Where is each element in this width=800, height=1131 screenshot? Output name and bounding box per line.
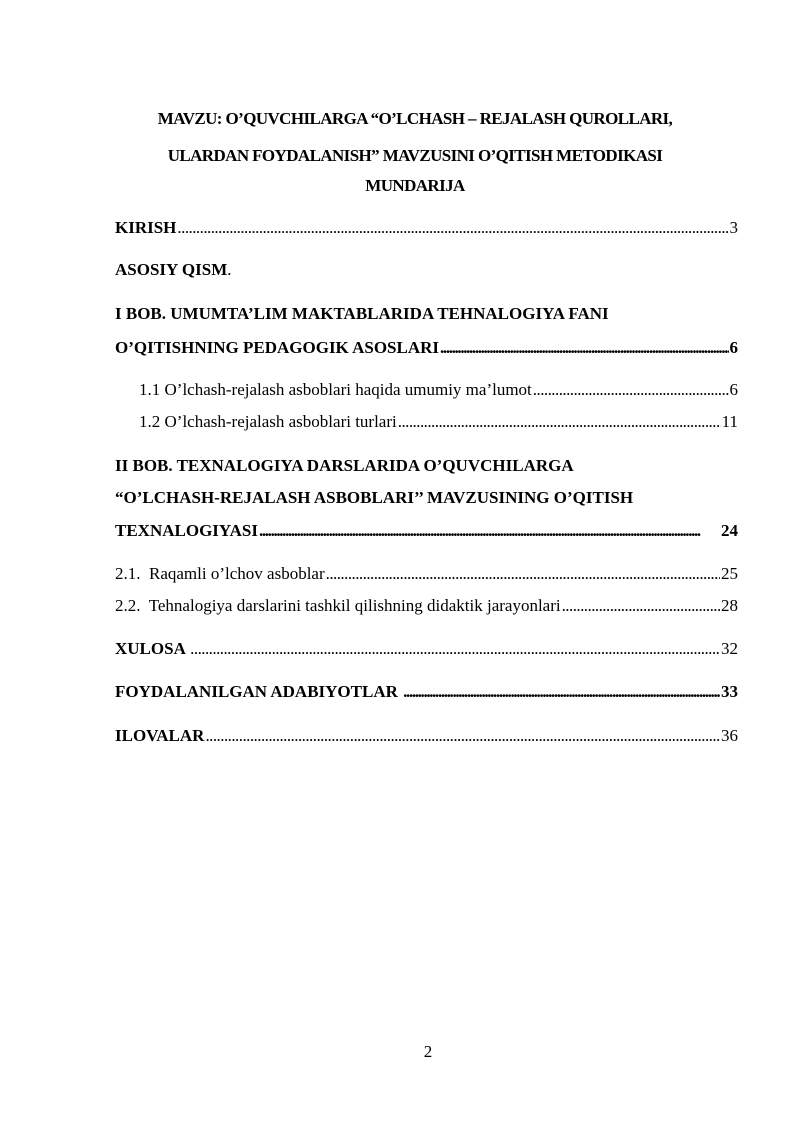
toc-entry-page: 6 <box>729 380 738 399</box>
toc-entry-page: 32 <box>721 639 738 658</box>
toc-entry-label: ASOSIY QISM <box>115 260 228 279</box>
dot-leader <box>190 638 720 660</box>
toc-entry-section-2-1 <box>115 563 738 585</box>
dot-leader <box>562 595 720 617</box>
toc-chapter1-line1: I BOB. UMUMTA’LIM MAKTABLARIDA TEHNALOGIYA FANI <box>115 304 609 323</box>
dot-leader <box>398 411 721 433</box>
toc-entry-main-part <box>115 259 738 281</box>
toc-entry-page: 28 <box>721 596 738 615</box>
toc-chapter2-line2: “O’LCHASH-REJALASH ASBOBLARI’’ MAVZUSINING O’QITISH <box>115 488 634 507</box>
toc-entry-appendices <box>115 725 738 747</box>
toc-entry-label: 1.1 O’lchash-rejalash asboblari haqida umumiy ma’lumot <box>139 380 532 399</box>
toc-entry-label: TEXNALOGIYASI <box>115 521 258 540</box>
toc-entry-page: 33 <box>721 682 738 701</box>
toc-entry-page: 6 <box>729 338 738 357</box>
toc-entry-section-1-1 <box>139 379 738 401</box>
dot-leader <box>533 379 729 401</box>
toc-entry-conclusion <box>115 638 738 660</box>
toc-entry-chapter2 <box>115 520 738 542</box>
dot-leader <box>259 520 720 542</box>
toc-entry-label: FOYDALANILGAN ADABIYOTLAR <box>115 682 403 701</box>
toc-entry-page: 11 <box>721 412 738 431</box>
dot-leader <box>177 217 728 239</box>
dot-leader <box>440 337 728 359</box>
dot-leader <box>403 681 720 703</box>
toc-heading: MUNDARIJA <box>365 176 465 195</box>
toc-entry-page: 36 <box>721 726 738 745</box>
toc-entry-page: 25 <box>721 564 738 583</box>
toc-entry-label: O’QITISHNING PEDAGOGIK ASOSLARI <box>115 338 440 357</box>
toc-entry-label: 2.1. Raqamli o’lchov asboblar <box>115 564 325 583</box>
toc-entry-section-2-2 <box>115 595 738 617</box>
toc-entry-references <box>115 681 738 703</box>
dot-leader <box>205 725 720 747</box>
toc-chapter2-line1: II BOB. TEXNALOGIYA DARSLARIDA O’QUVCHILARGA <box>115 456 574 475</box>
toc-entry-suffix: . <box>227 260 232 279</box>
toc-entry-section-1-2 <box>139 411 738 433</box>
toc-entry-label: 2.2. Tehnalogiya darslarini tashkil qilishning didaktik jarayonlari <box>115 596 561 615</box>
toc-entry-page: 3 <box>729 218 738 237</box>
toc-entry-label: XULOSA <box>115 639 190 658</box>
title-line-1: MAVZU: O’QUVCHILARGA “O’LCHASH – REJALASH QUROLLARI, <box>157 109 673 128</box>
toc-entry-label: 1.2 O’lchash-rejalash asboblari turlari <box>139 412 397 431</box>
page-number: 2 <box>423 1042 433 1061</box>
toc-entry-label: ILOVALAR <box>115 726 205 745</box>
toc-entry-chapter1 <box>115 337 738 359</box>
toc-entry-intro <box>115 217 738 239</box>
dot-leader <box>326 563 720 585</box>
title-line-2: ULARDAN FOYDALANISH” MAVZUSINI O’QITISH METODIKASI <box>167 146 663 165</box>
toc-entry-page: 24 <box>721 521 738 540</box>
toc-entry-label: KIRISH <box>115 218 177 237</box>
